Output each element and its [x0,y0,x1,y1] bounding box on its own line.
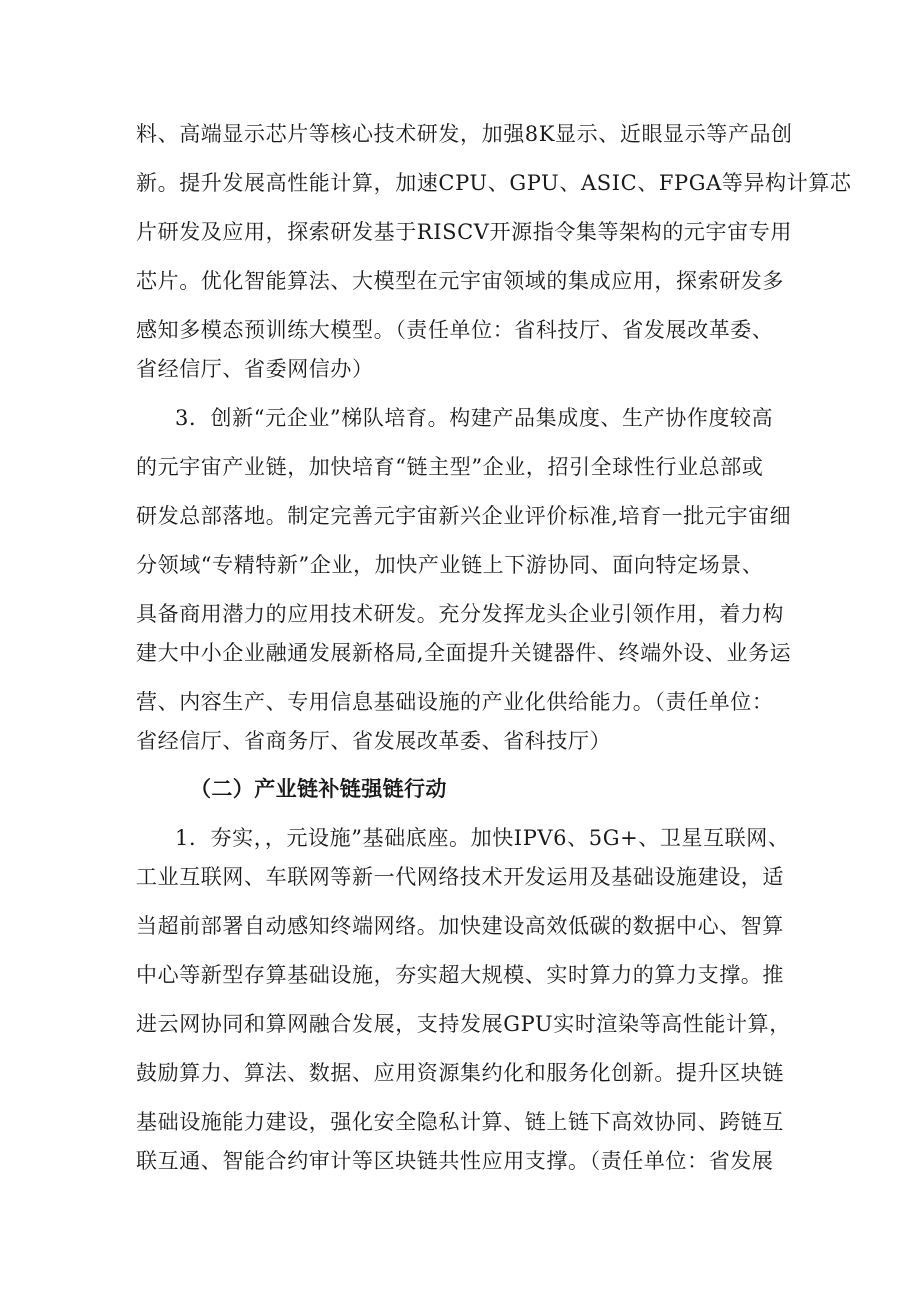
paragraph-line: 感知多模态预训练大模型。（责任单位：省科技厅、省发展改革委、 [136,318,774,342]
paragraph-line: 鼓励算力、算法、数据、应用资源集约化和服务化创新。提升区块链 [136,1061,784,1085]
paragraph-line: 的元宇宙产业链，加快培育“链主型”企业，招引全球性行业总部或 [136,455,764,479]
section-heading: （二）产业链补链强链行动 [190,777,447,801]
paragraph-line: 中心等新型存算基础设施，夯实超大规模、实时算力的算力支撑。推 [136,963,784,987]
paragraph-line: 省经信厅、省商务厅、省发展改革委、省科技厅） [136,729,612,753]
paragraph-line: 工业互联网、车联网等新一代网络技术开发运用及基础设施建设，适 [136,865,784,889]
paragraph-line: 分领域“专精特新”企业，加快产业链上下游协同、面向特定场景、 [136,553,764,577]
paragraph-line: 新。提升发展高性能计算，加速CPU、GPU、ASIC、FPGA等异构计算芯 [136,171,852,195]
paragraph-line: 料、高端显示芯片等核心技术研发，加强8K显示、近眼显示等产品创 [136,122,793,146]
paragraph-line: 当超前部署自动感知终端网络。加快建设高效低碳的数据中心、智算 [136,914,784,938]
paragraph-line: 研发总部落地。制定完善元宇宙新兴企业评价标准,培育一批元宇宙细 [136,504,792,528]
paragraph-line: 3．创新“元企业”梯队培育。构建产品集成度、生产协作度较高 [175,406,774,430]
paragraph-line: 营、内容生产、专用信息基础设施的产业化供给能力。（责任单位： [136,690,774,714]
paragraph-line: 1．夯实，，元设施”基础底座。加快IPV6、5G+、卫星互联网、 [175,826,790,850]
paragraph-line: 具备商用潜力的应用技术研发。充分发挥龙头企业引领作用，着力构 [136,602,784,626]
paragraph-line: 建大中小企业融通发展新格局,全面提升关键器件、终端外设、业务运 [136,641,792,665]
paragraph-line: 芯片。优化智能算法、大模型在元宇宙领域的集成应用，探索研发多 [136,269,784,293]
paragraph-line: 片研发及应用，探索研发基于RISCV开源指令集等架构的元宇宙专用 [136,220,792,244]
paragraph-line: 基础设施能力建设，强化安全隐私计算、链上链下高效协同、跨链互 [136,1110,784,1134]
paragraph-line: 进云网协同和算网融合发展，支持发展GPU实时渲染等高性能计算， [136,1012,791,1036]
paragraph-line: 联互通、智能合约审计等区块链共性应用支撑。（责任单位：省发展 [136,1149,774,1173]
paragraph-line: 省经信厅、省委网信办） [136,357,374,381]
